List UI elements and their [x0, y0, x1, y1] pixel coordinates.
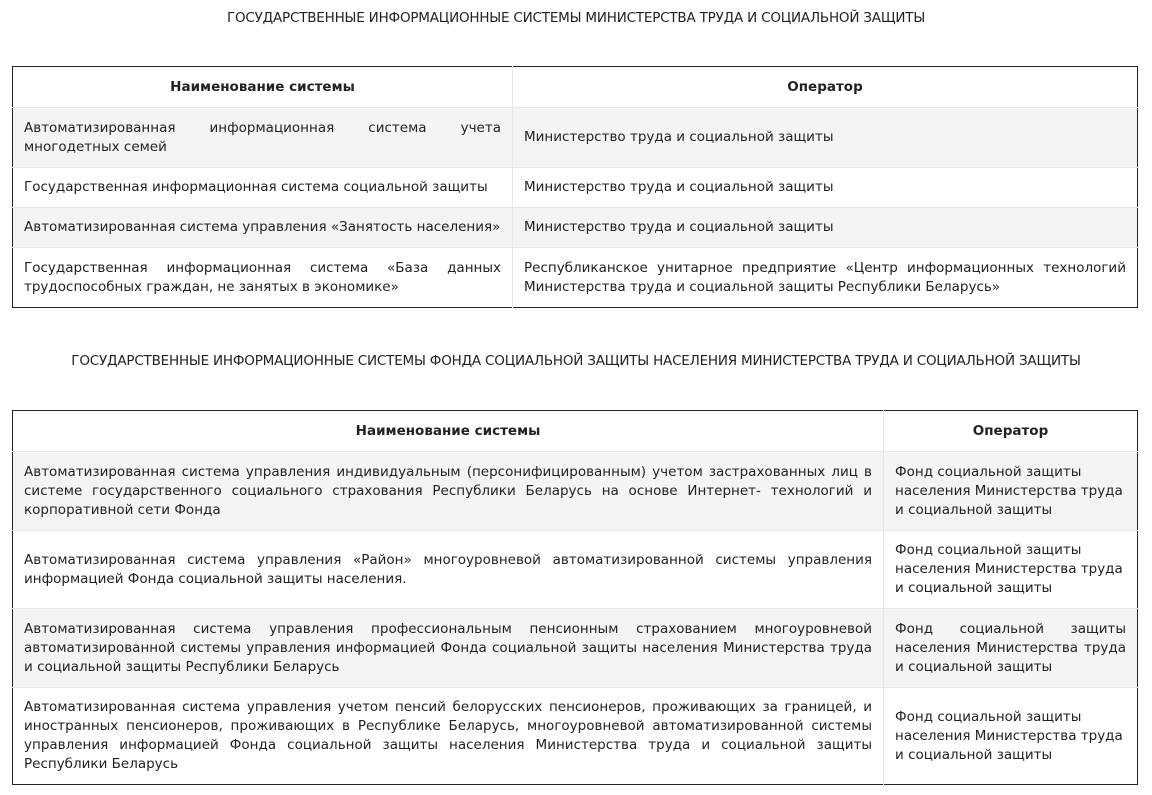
operator-cell: Министерство труда и социальной защиты: [513, 108, 1138, 168]
system-name-cell: Автоматизированная система управления учетом пенсий белорусских пенсионеров, проживающих за границей, и иностранных пенсионеров, проживающих в Республике Беларусь, многоуровневой автоматизированной системы управления информацией Фонда социальной защиты населения Министерства труда и социальной защиты Республики Беларусь: [13, 688, 884, 785]
table-row: [13, 688, 1138, 785]
column-header-operator: Оператор: [884, 411, 1138, 452]
section-1-title: ГОСУДАРСТВЕННЫЕ ИНФОРМАЦИОННЫЕ СИСТЕМЫ МИНИСТЕРСТВА ТРУДА И СОЦИАЛЬНОЙ ЗАЩИТЫ: [226, 10, 926, 26]
operator-cell: Фонд социальной защиты населения Министерства труда и социальной защиты: [884, 531, 1138, 609]
system-name-cell: Государственная информационная система социальной защиты: [13, 168, 513, 208]
table-row: [13, 452, 1138, 531]
operator-cell: Министерство труда и социальной защиты: [513, 168, 1138, 208]
system-name-cell: Автоматизированная информационная система учета многодетных семей: [13, 108, 513, 168]
table-header-row: [13, 411, 1138, 452]
column-header-system-name: Наименование системы: [13, 411, 884, 452]
operator-cell: Республиканское унитарное предприятие «Центр информационных технологий Министерства труда и социальной защиты Республики Беларусь»: [513, 248, 1138, 308]
table-row: [13, 108, 1138, 168]
operator-cell: Фонд социальной защиты населения Министерства труда и социальной защиты: [884, 688, 1138, 785]
section-2-title: ГОСУДАРСТВЕННЫЕ ИНФОРМАЦИОННЫЕ СИСТЕМЫ ФОНДА СОЦИАЛЬНОЙ ЗАЩИТЫ НАСЕЛЕНИЯ МИНИСТЕРСТВА ТРУДА И СОЦИАЛЬНОЙ ЗАЩИТЫ: [71, 353, 1081, 369]
system-name-cell: Автоматизированная система управления индивидуальным (персонифицированным) учетом застрахованных лиц в системе государственного социального страхования Республики Беларусь на основе Интернет- технологий и корпоративной сети Фонда: [13, 452, 884, 531]
operator-cell: Фонд социальной защиты населения Министерства труда и социальной защиты: [884, 452, 1138, 531]
table-row: [13, 531, 1138, 609]
system-name-cell: Автоматизированная система управления профессиональным пенсионным страхованием многоуровневой автоматизированной системы управления информацией Фонда социальной защиты населения Министерства труда и социальной защиты Республики Беларусь: [13, 609, 884, 688]
column-header-operator: Оператор: [513, 67, 1138, 108]
table-row: [13, 248, 1138, 308]
fund-systems-table: [12, 410, 1138, 785]
table-row: [13, 168, 1138, 208]
system-name-cell: Автоматизированная система управления «Занятость населения»: [13, 208, 513, 248]
ministry-systems-table: [12, 66, 1138, 308]
system-name-cell: Государственная информационная система «База данных трудоспособных граждан, не занятых в экономике»: [13, 248, 513, 308]
table-row: [13, 208, 1138, 248]
column-header-system-name: Наименование системы: [13, 67, 513, 108]
table-row: [13, 609, 1138, 688]
operator-cell: Министерство труда и социальной защиты: [513, 208, 1138, 248]
table-header-row: [13, 67, 1138, 108]
system-name-cell: Автоматизированная система управления «Район» многоуровневой автоматизированной системы управления информацией Фонда социальной защиты населения.: [13, 531, 884, 609]
operator-cell: Фонд социальной защиты населения Министерства труда и социальной защиты: [884, 609, 1138, 688]
